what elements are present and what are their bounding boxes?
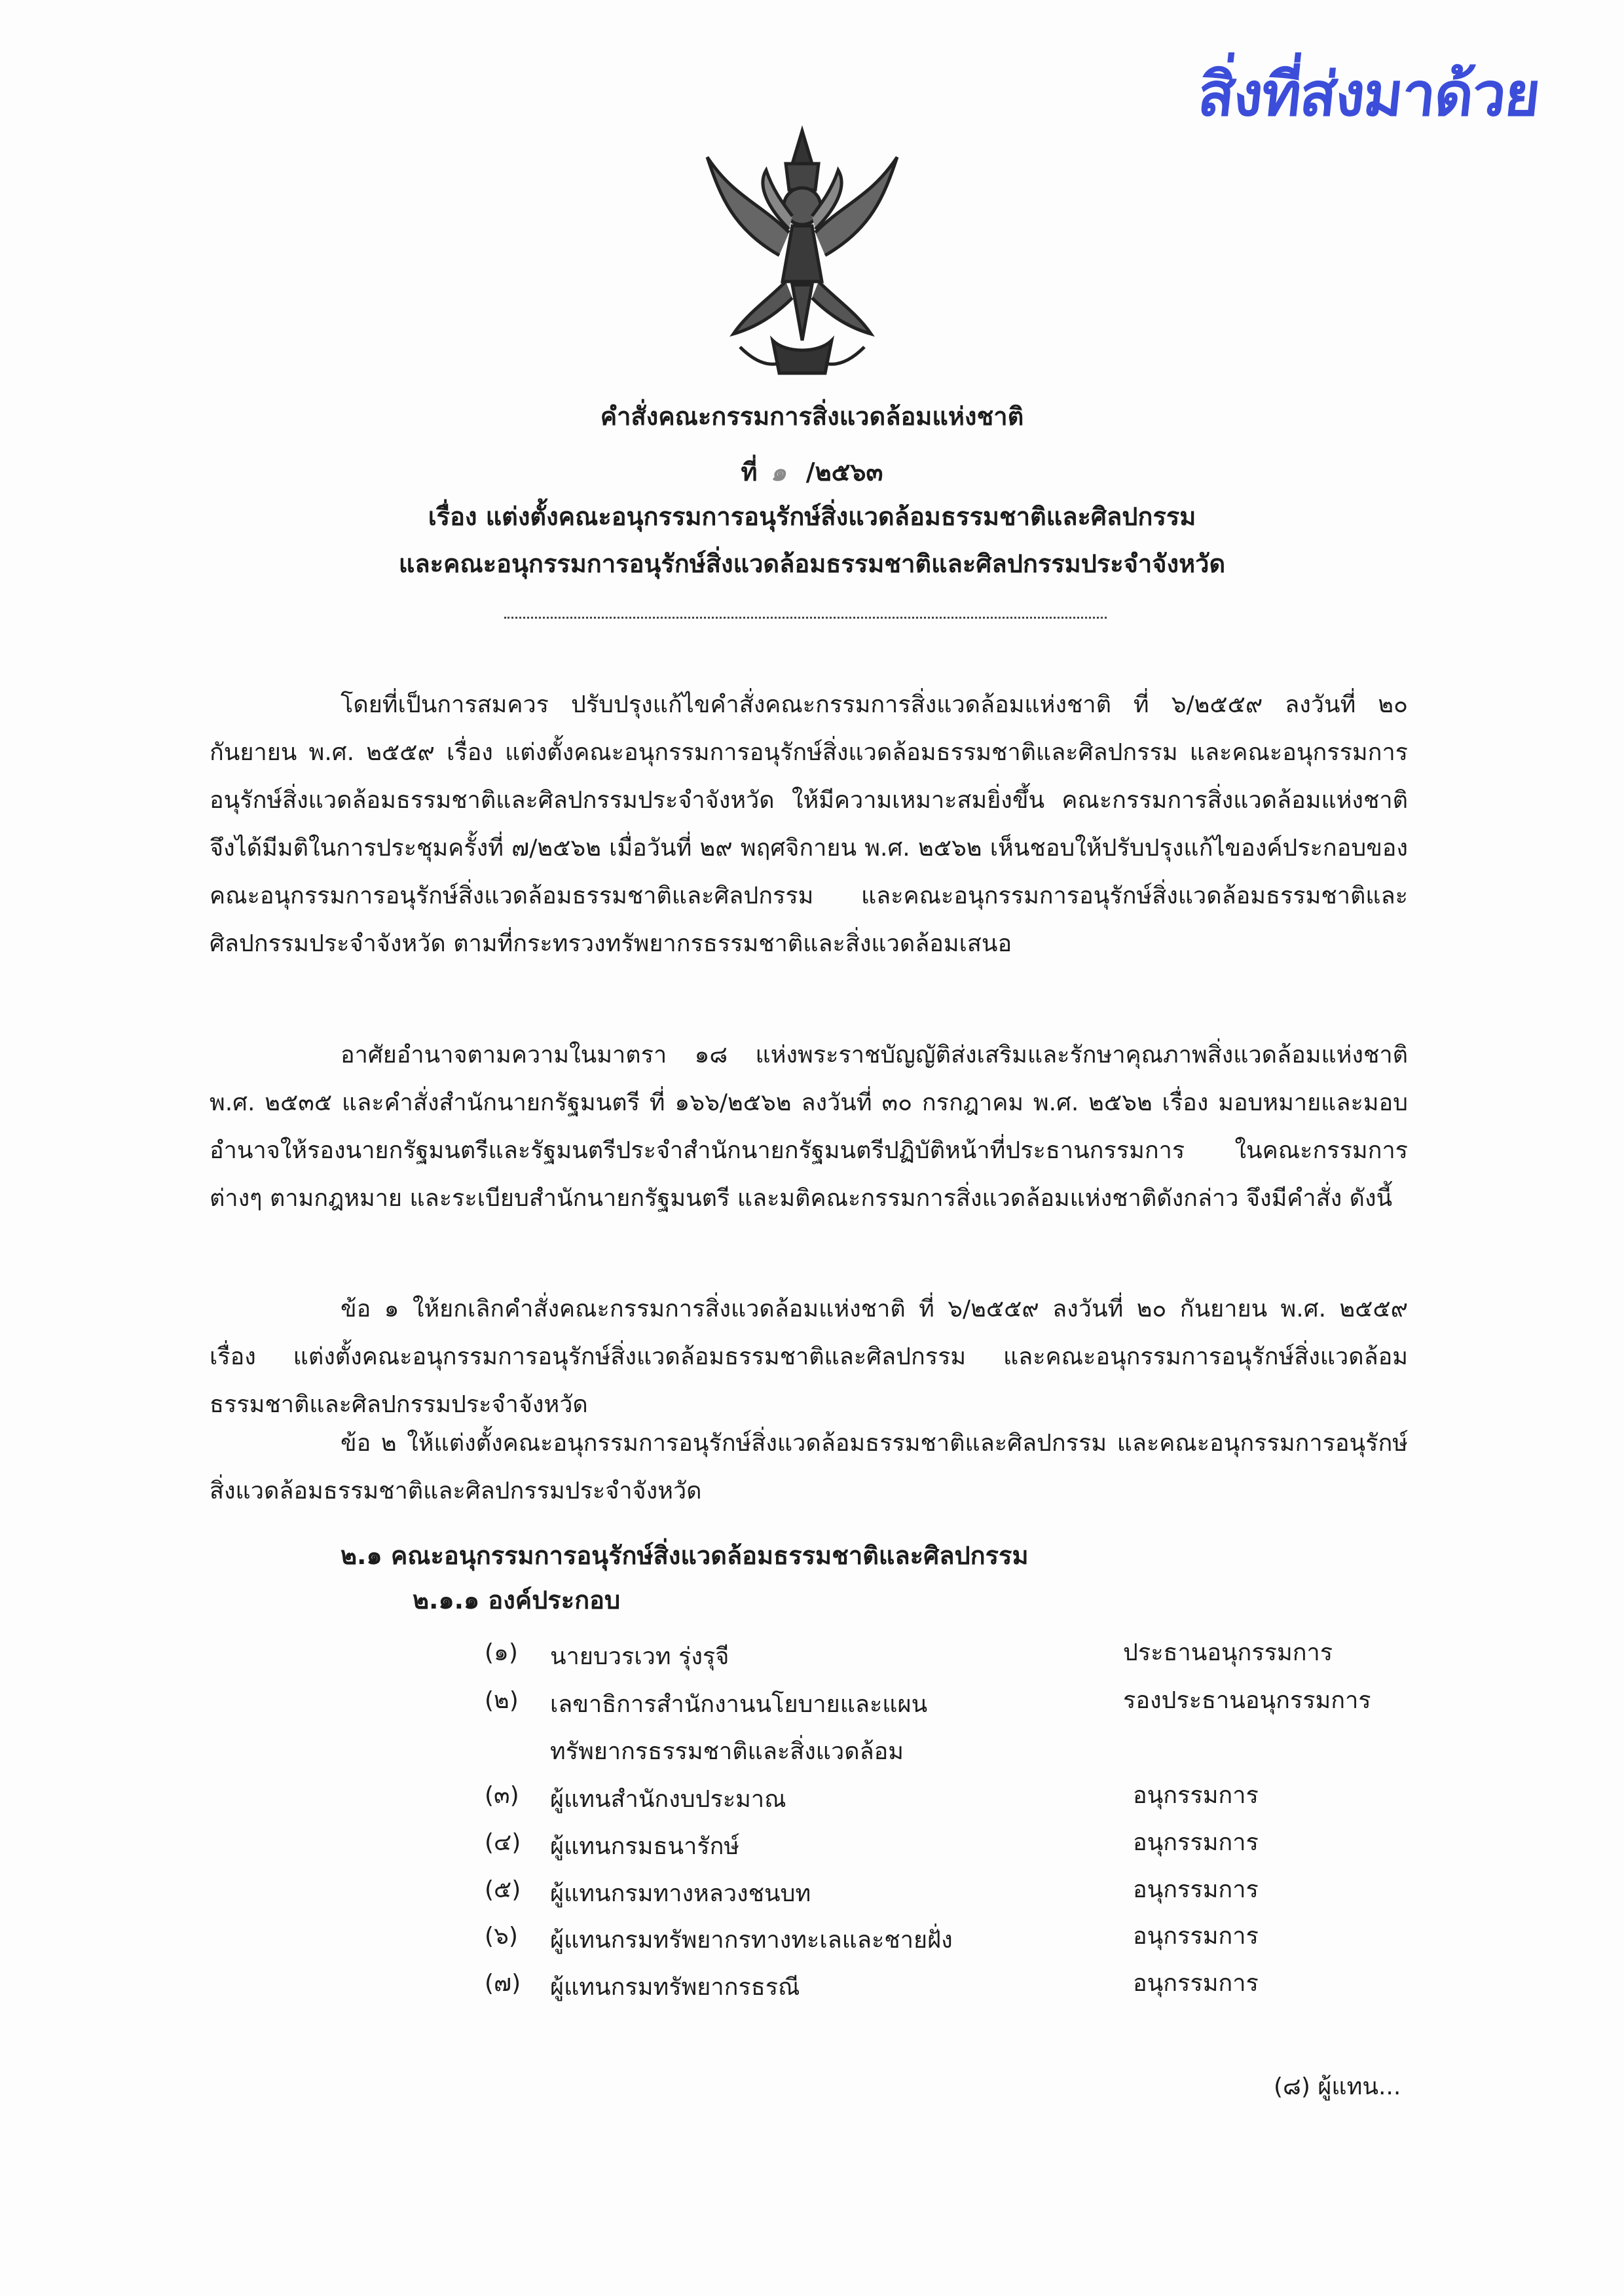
- member-number: (๓): [485, 1782, 519, 1809]
- section-heading: ๒.๑ คณะอนุกรรมการอนุรักษ์สิ่งแวดล้อมธรรมชาติและศิลปกรรม: [341, 1541, 1029, 1570]
- member-role: อนุกรรมการ: [1133, 1782, 1259, 1809]
- order-number-prefix: ที่: [741, 458, 758, 486]
- clause-2: [210, 1419, 1408, 1515]
- member-role: รองประธานอนุกรรมการ: [1123, 1687, 1371, 1714]
- clause-2-text: ข้อ ๒ ให้แต่งตั้งคณะอนุกรรมการอนุรักษ์สิ่งแวดล้อมธรรมชาติและศิลปกรรม และคณะอนุกรรมการอนุรักษ์สิ่งแวดล้อมธรรมชาติและศิลปกรรมประจำจังหวัด: [210, 1430, 1408, 1504]
- attachment-stamp: สิ่งที่ส่งมาด้วย: [1194, 60, 1543, 130]
- paragraph-authority: [210, 1031, 1408, 1222]
- member-role: อนุกรรมการ: [1133, 1923, 1259, 1950]
- member-name: ผู้แทนกรมทรัพยากรธรณี: [550, 1974, 800, 2001]
- member-number: (๕): [485, 1876, 521, 1903]
- paragraph-preamble-text: โดยที่เป็นการสมควร ปรับปรุงแก้ไขคำสั่งคณะกรรมการสิ่งแวดล้อมแห่งชาติ ที่ ๖/๒๕๕๙ ลงวันที่ ๒๐ กันยายน พ.ศ. ๒๕๕๙ เรื่อง แต่งตั้งคณะอนุกรรมการอนุรักษ์สิ่งแวดล้อมธรรมชาติและศิลปกรรม และคณะอนุกรรมการอนุรักษ์สิ่งแวดล้อมธรรมชาติและศิลปกรรมประจำจังหวัด ให้มีความเหมาะสมยิ่งขึ้น คณะกรรมการสิ่งแวดล้อมแห่งชาติ จึงได้มีมติในการประชุมครั้งที่ ๗/๒๕๖๒ เมื่อวันที่ ๒๙ พฤศจิกายน พ.ศ. ๒๕๖๒ เห็นชอบให้ปรับปรุงแก้ไของค์ประกอบของคณะอนุกรรมการอนุรักษ์สิ่งแวดล้อมธรรมชาติและศิลปกรรม และคณะอนุกรรมการอนุรักษ์สิ่งแวดล้อมธรรมชาติและศิลปกรรมประจำจังหวัด ตามที่กระทรวงทรัพยากรธรรมชาติและสิ่งแวดล้อมเสนอ: [210, 691, 1408, 957]
- member-role: อนุกรรมการ: [1133, 1970, 1259, 1997]
- member-number: (๔): [485, 1829, 521, 1856]
- member-name: ผู้แทนกรมธนารักษ์: [550, 1833, 740, 1860]
- header-divider: [504, 617, 1107, 619]
- member-number: (๒): [485, 1687, 519, 1714]
- order-number: [0, 452, 1624, 492]
- paragraph-authority-text: อาศัยอำนาจตามความในมาตรา ๑๘ แห่งพระราชบัญญัติส่งเสริมและรักษาคุณภาพสิ่งแวดล้อมแห่งชาติ พ.ศ. ๒๕๓๕ และคำสั่งสำนักนายกรัฐมนตรี ที่ ๑๖๖/๒๕๖๒ ลงวันที่ ๓๐ กรกฎาคม พ.ศ. ๒๕๖๒ เรื่อง มอบหมายและมอบอำนาจให้รองนายกรัฐมนตรีและรัฐมนตรีประจำสำนักนายกรัฐมนตรีปฏิบัติหน้าที่ประธานกรรมการ ในคณะกรรมการต่างๆ ตามกฎหมาย และระเบียบสำนักนายกรัฐมนตรี และมติคณะกรรมการสิ่งแวดล้อมแห่งชาติดังกล่าว จึงมีคำสั่ง ดังนี้: [210, 1042, 1408, 1212]
- member-role: อนุกรรมการ: [1133, 1876, 1259, 1903]
- member-name: ผู้แทนกรมทางหลวงชนบท: [550, 1880, 811, 1907]
- member-name: เลขาธิการสำนักงานนโยบายและแผนทรัพยากรธรรมชาติและสิ่งแวดล้อม: [550, 1691, 928, 1765]
- member-number: (๖): [485, 1923, 518, 1950]
- member-role: อนุกรรมการ: [1133, 1829, 1259, 1856]
- clause-1: [210, 1285, 1408, 1429]
- member-name: นายบวรเวท รุ่งรุจี: [550, 1643, 729, 1670]
- order-subject-line1: เรื่อง แต่งตั้งคณะอนุกรรมการอนุรักษ์สิ่งแวดล้อมธรรมชาติและศิลปกรรม: [428, 502, 1196, 531]
- paragraph-preamble: [210, 681, 1408, 968]
- section-subheading: ๒.๑.๑ องค์ประกอบ: [413, 1586, 621, 1614]
- order-number-year: /๒๕๖๓: [805, 458, 883, 486]
- member-number: (๗): [485, 1970, 521, 1997]
- member-name: ผู้แทนกรมทรัพยากรทางทะเลและชายฝั่ง: [550, 1927, 953, 1954]
- order-subject-line2: และคณะอนุกรรมการอนุรักษ์สิ่งแวดล้อมธรรมชาติและศิลปกรรมประจำจังหวัด: [398, 549, 1226, 578]
- clause-1-text: ข้อ ๑ ให้ยกเลิกคำสั่งคณะกรรมการสิ่งแวดล้อมแห่งชาติ ที่ ๖/๒๕๕๙ ลงวันที่ ๒๐ กันยายน พ.ศ. ๒๕๕๙ เรื่อง แต่งตั้งคณะอนุกรรมการอนุรักษ์สิ่งแวดล้อมธรรมชาติและศิลปกรรม และคณะอนุกรรมการอนุรักษ์สิ่งแวดล้อมธรรมชาติและศิลปกรรมประจำจังหวัด: [210, 1296, 1408, 1418]
- member-role: ประธานอนุกรรมการ: [1123, 1639, 1333, 1666]
- order-number-handwritten: ๑: [770, 458, 786, 486]
- order-title: คำสั่งคณะกรรมการสิ่งแวดล้อมแห่งชาติ: [600, 402, 1024, 431]
- member-name: ผู้แทนสำนักงบประมาณ: [550, 1786, 786, 1813]
- page-continuation: (๘) ผู้แทน...: [1274, 2073, 1401, 2100]
- member-number: (๑): [485, 1639, 518, 1666]
- garuda-emblem-icon: [694, 118, 910, 393]
